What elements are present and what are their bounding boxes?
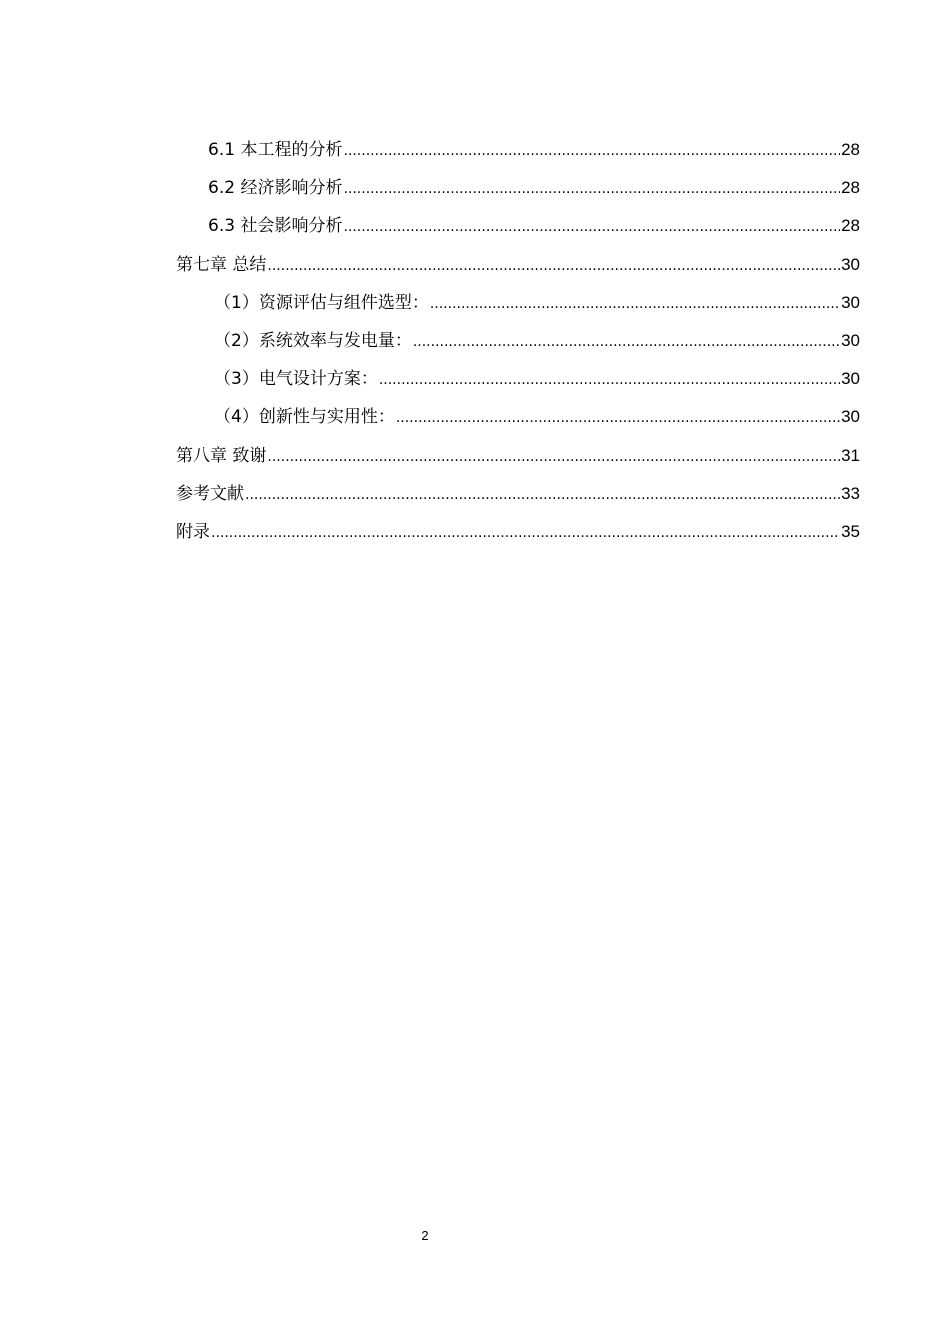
- toc-entry-page: 35: [841, 521, 860, 541]
- toc-dot-leader: [245, 481, 840, 509]
- toc-entry-6-3[interactable]: [176, 212, 860, 250]
- toc-entry-page: 28: [841, 178, 860, 198]
- toc-entry-page: 30: [841, 330, 860, 350]
- table-of-contents: [176, 136, 860, 556]
- toc-entry-page: 33: [841, 483, 860, 503]
- toc-entry-7-3[interactable]: [176, 365, 860, 403]
- toc-entry-title: （2）系统效率与发电量：: [214, 330, 412, 351]
- toc-dot-leader: [343, 213, 840, 241]
- toc-entry-page: 30: [841, 292, 860, 312]
- toc-entry-title: （4）创新性与实用性：: [214, 407, 395, 428]
- toc-entry-title: 第七章 总结: [176, 254, 267, 275]
- toc-entry-page: 28: [841, 140, 860, 159]
- toc-entry-page: 31: [841, 445, 860, 465]
- toc-entry-title: 第八章 致谢: [176, 445, 267, 466]
- page-number: 2: [421, 1228, 429, 1243]
- toc-dot-leader: [343, 175, 840, 203]
- toc-entry-references[interactable]: [176, 480, 860, 518]
- toc-entry-title: 参考文献: [176, 483, 244, 504]
- toc-entry-appendix[interactable]: [176, 518, 860, 556]
- toc-entry-title: 6.1 本工程的分析: [208, 140, 343, 160]
- toc-entry-chapter-8[interactable]: [176, 442, 860, 480]
- toc-dot-leader: [396, 404, 840, 432]
- toc-entry-title: （1）资源评估与组件选型：: [214, 292, 429, 313]
- toc-dot-leader: [379, 366, 840, 394]
- toc-entry-page: 28: [841, 216, 860, 236]
- toc-dot-leader: [211, 519, 840, 547]
- toc-entry-7-4[interactable]: [176, 403, 860, 441]
- toc-entry-title: 附录: [176, 521, 210, 542]
- toc-entry-7-2[interactable]: [176, 327, 860, 365]
- toc-entry-page: 30: [841, 369, 860, 389]
- toc-entry-6-1[interactable]: [176, 136, 860, 174]
- toc-dot-leader: [343, 137, 840, 165]
- toc-entry-page: 30: [841, 407, 860, 427]
- toc-dot-leader: [413, 328, 840, 356]
- toc-entry-6-2[interactable]: [176, 174, 860, 212]
- toc-entry-title: 6.3 社会影响分析: [208, 216, 343, 237]
- toc-entry-title: 6.2 经济影响分析: [208, 178, 343, 199]
- toc-entry-page: 30: [841, 254, 860, 274]
- toc-entry-title: （3）电气设计方案：: [214, 369, 378, 390]
- toc-dot-leader: [267, 252, 840, 280]
- toc-dot-leader: [430, 290, 840, 318]
- toc-entry-7-1[interactable]: [176, 289, 860, 327]
- toc-dot-leader: [267, 443, 840, 471]
- toc-entry-chapter-7[interactable]: [176, 251, 860, 289]
